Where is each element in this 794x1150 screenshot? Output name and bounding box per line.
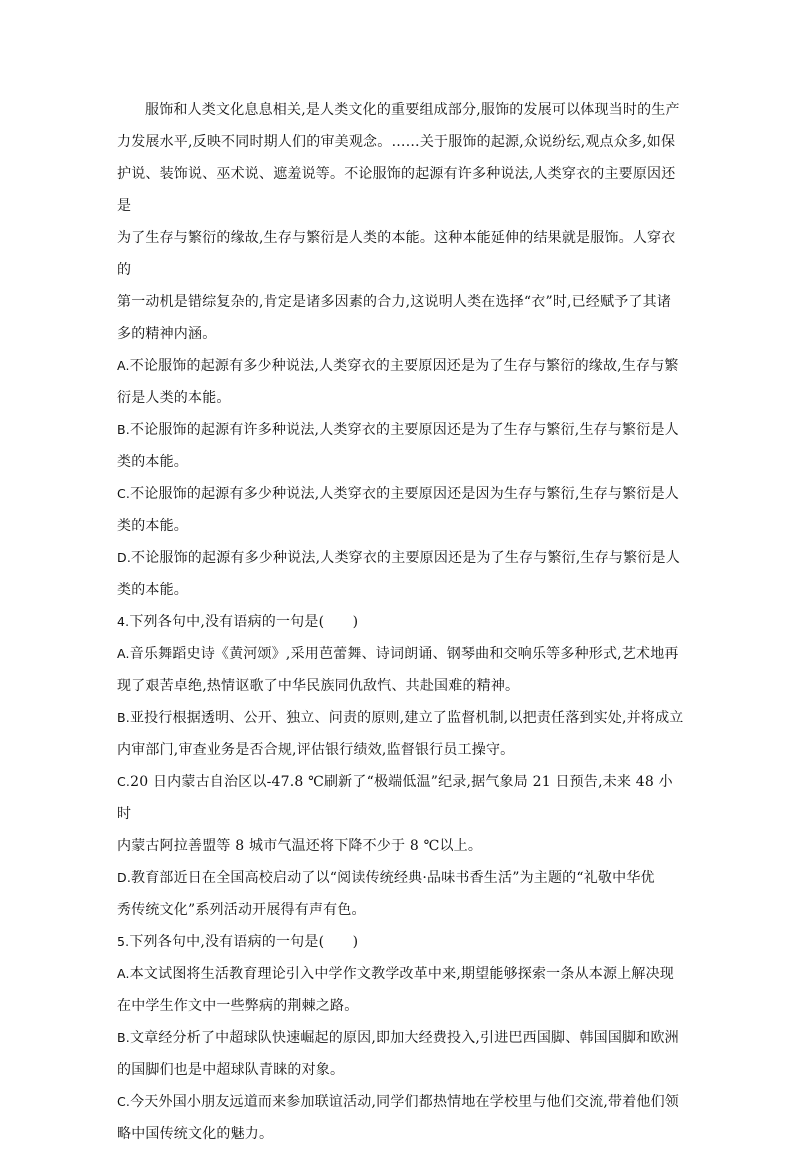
passage-line: 护说、装饰说、巫术说、遮羞说等。不论服饰的起源有许多种说法,人类穿衣的主要原因还是 bbox=[117, 166, 676, 214]
option-text: 文章经分析了中超球队快速崛起的原因,即加大经费投入,引进巴西国脚、韩国国脚和欧洲 bbox=[129, 1030, 679, 1046]
q4-stem bbox=[117, 606, 687, 638]
option-label: C. bbox=[117, 1094, 131, 1109]
q4-option-b-cont: 内审部门,审查业务是否合规,评估银行绩效,监督银行员工操守。 bbox=[117, 742, 515, 758]
option-label: A. bbox=[117, 646, 130, 661]
option-text: 20 日内蒙古自治区以-47.8 ℃刷新了“极端低温”纪录,据气象局 21 日预告,未来 48 小时 bbox=[117, 774, 673, 822]
option-label: A. bbox=[117, 966, 130, 981]
option-text: 亚投行根据透明、公开、独立、问责的原则,建立了监督机制,以把责任落到实处,并将成立 bbox=[129, 710, 684, 726]
q4-option-c bbox=[117, 766, 687, 830]
option-label: D. bbox=[117, 550, 131, 565]
passage-line: 服饰和人类文化息息相关,是人类文化的重要组成部分,服饰的发展可以体现当时的生产 bbox=[145, 102, 680, 118]
q3-option-a bbox=[117, 350, 687, 382]
question-stem: 下列各句中,没有语病的一句是( ) bbox=[129, 934, 359, 950]
option-text: 教育部近日在全国高校启动了以“阅读传统经典·品味书香生活”为主题的“礼敬中华优 bbox=[131, 870, 655, 886]
question-stem: 下列各句中,没有语病的一句是( ) bbox=[129, 614, 359, 630]
option-label: B. bbox=[117, 1030, 130, 1045]
q3-option-d bbox=[117, 542, 687, 574]
q4-option-b bbox=[117, 702, 687, 734]
q5-stem bbox=[117, 926, 687, 958]
q3-options bbox=[117, 350, 687, 606]
question-4 bbox=[117, 606, 687, 926]
passage-line: 多的精神内涵。 bbox=[117, 326, 217, 342]
question-number: 5. bbox=[117, 934, 130, 949]
option-text: 不论服饰的起源有多少种说法,人类穿衣的主要原因还是因为生存与繁衍,生存与繁衍是人 bbox=[130, 486, 680, 502]
passage-line: 为了生存与繁衍的缘故,生存与繁衍是人类的本能。这种本能延伸的结果就是服饰。人穿衣的 bbox=[117, 230, 676, 278]
option-text: 不论服饰的起源有多少种说法,人类穿衣的主要原因还是为了生存与繁衍,生存与繁衍是人 bbox=[131, 550, 680, 566]
q3-option-b bbox=[117, 414, 687, 446]
q3-option-a-cont: 衍是人类的本能。 bbox=[117, 390, 231, 406]
q4-option-a-cont: 现了艰苦卓绝,热情讴歌了中华民族同仇敌忾、共赴国难的精神。 bbox=[117, 678, 520, 694]
option-label: A. bbox=[117, 358, 130, 373]
q4-option-a bbox=[117, 638, 687, 670]
option-label: C. bbox=[117, 486, 131, 501]
passage-line: 力发展水平,反映不同时期人们的审美观念。……关于服饰的起源,众说纷纭,观点众多,如保 bbox=[117, 134, 676, 150]
option-label: B. bbox=[117, 422, 130, 437]
q3-option-d-cont: 类的本能。 bbox=[117, 582, 188, 598]
q3-option-b-cont: 类的本能。 bbox=[117, 454, 188, 470]
option-text: 音乐舞蹈史诗《黄河颂》,采用芭蕾舞、诗词朗诵、钢琴曲和交响乐等多种形式,艺术地再 bbox=[129, 646, 679, 662]
q5-option-a-cont: 在中学生作文中一些弊病的荆棘之路。 bbox=[117, 998, 359, 1014]
q5-option-c-cont: 略中国传统文化的魅力。 bbox=[117, 1126, 274, 1142]
option-label: B. bbox=[117, 710, 130, 725]
q3-option-c bbox=[117, 478, 687, 510]
document-content bbox=[117, 94, 687, 1150]
option-text: 不论服饰的起源有多少种说法,人类穿衣的主要原因还是为了生存与繁衍的缘故,生存与繁 bbox=[129, 358, 679, 374]
q4-option-c-cont: 内蒙古阿拉善盟等 8 城市气温还将下降不少于 8 ℃以上。 bbox=[117, 838, 483, 854]
option-text: 今天外国小朋友远道而来参加联谊活动,同学们都热情地在学校里与他们交流,带着他们领 bbox=[130, 1094, 680, 1110]
passage-line: 第一动机是错综复杂的,肯定是诸多因素的合力,这说明人类在选择“衣”时,已经赋予了其诸 bbox=[117, 294, 672, 310]
q5-option-a bbox=[117, 958, 687, 990]
question-5 bbox=[117, 926, 687, 1150]
q5-option-b bbox=[117, 1022, 687, 1054]
option-label: C. bbox=[117, 774, 131, 789]
q4-option-d-cont: 秀传统文化”系列活动开展得有声有色。 bbox=[117, 902, 366, 918]
question-number: 4. bbox=[117, 614, 130, 629]
q4-option-d bbox=[117, 862, 687, 894]
q5-option-b-cont: 的国脚们也是中超球队青睐的对象。 bbox=[117, 1062, 345, 1078]
option-label: D. bbox=[117, 870, 131, 885]
option-text: 本文试图将生活教育理论引入中学作文教学改革中来,期望能够探索一条从本源上解决现 bbox=[129, 966, 674, 982]
q5-option-c bbox=[117, 1086, 687, 1118]
option-text: 不论服饰的起源有许多种说法,人类穿衣的主要原因还是为了生存与繁衍,生存与繁衍是人 bbox=[129, 422, 679, 438]
passage bbox=[117, 94, 687, 350]
q3-option-c-cont: 类的本能。 bbox=[117, 518, 188, 534]
